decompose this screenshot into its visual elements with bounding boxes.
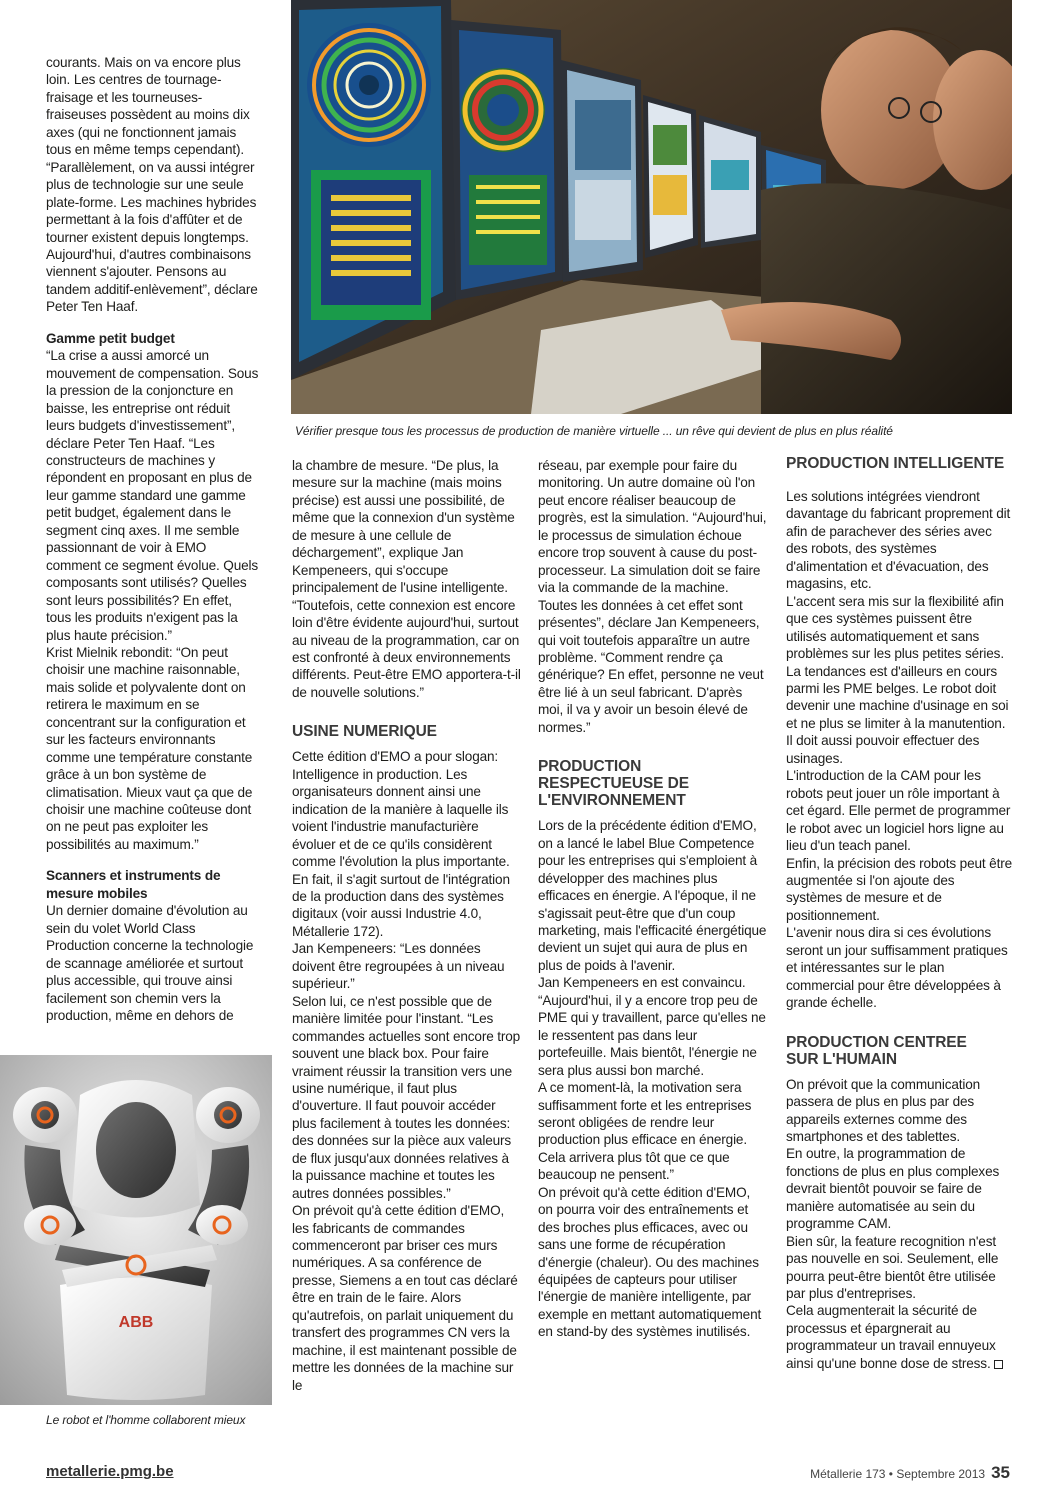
abb-robot-illustration — [0, 1055, 272, 1405]
section-heading-intelligente: PRODUCTION INTELLIGENTE — [786, 455, 1005, 472]
paragraph: Les solutions intégrées viendront davantage du fabricant proprement dit afin de parachever des séries avec des robots, des systèmes d'alimentation et d'évacuation, des magasins, etc. — [786, 489, 1011, 592]
paragraph: A ce moment-là, la motivation sera suffisamment forte et les entreprises seront obligées de rendre leur production plus efficace en énergie. Cela arrivera plus tôt que ce que beaucoup ne pensent.” — [538, 1080, 752, 1183]
end-of-article-icon — [994, 1360, 1003, 1369]
article-column-1 — [46, 54, 260, 1024]
paragraph: courants. Mais on va encore plus loin. Les centres de tournage-fraisage et les tourneuses-fraiseuses possèdent au moins dix axes (qui ne fonctionnent jamais tous en même temps cependant). “Parallèlement, on va aussi intégrer plus de technologie sur une seule plate-forme. Les machines hybrides permettant à la fois d'affûter et de tourner existent depuis longtemps. Aujourd'hui, d'autres combinaisons viennent s'ajouter. Pensons au tandem additif-enlèvement”, déclare Peter Ten Haaf. — [46, 55, 258, 315]
paragraph: L'avenir nous dira si ces évolutions seront un jour suffisamment pratiques et intéressantes sur le plan commercial pour être développées à grande échelle. — [786, 925, 1008, 1011]
robot-photo — [0, 1055, 272, 1405]
subheading-scanners: Scanners et instruments de mesure mobiles — [46, 868, 221, 901]
section-heading-environnement: PRODUCTION RESPECTUEUSE DE L'ENVIRONNEMENT — [538, 758, 689, 810]
paragraph: La tendances est d'ailleurs en cours parmi les PME belges. Le robot doit devenir une machine d'usinage en soi et ne plus se limiter à la manutention. Il doit aussi pouvoir effectuer des usinages. — [786, 663, 1009, 766]
paragraph: Lors de la précédente édition d'EMO, on a lancé le label Blue Competence pour les entreprises qui s'emploient à développer des machines plus efficaces en énergie. A l'époque, il ne s'agissait peut-être que d'un coup marketing, mais l'efficacité énergétique devient un sujet qui aura de plus en plus de poids à l'avenir. — [538, 818, 767, 973]
page-number: 35 — [991, 1463, 1010, 1482]
paragraph: L'accent sera mis sur la flexibilité afin que ces systèmes puissent être utilisés automatiquement et sans problèmes sur les plus petites séries. — [786, 593, 1004, 662]
paragraph: L'introduction de la CAM pour les robots peut jouer un rôle important à cet égard. Elle permet de programmer le robot avec un logiciel hors ligne au lieu d'un teach panel. — [786, 768, 1011, 854]
section-heading-usine: USINE NUMERIQUE — [292, 723, 437, 741]
paragraph: Enfin, la précision des robots peut être augmentée si l'on ajoute des systèmes de mesure et de positionnement. — [786, 855, 1012, 923]
website-link[interactable]: metallerie.pmg.be — [46, 1463, 174, 1480]
issue-label: Métallerie 173 • Septembre 2013 — [810, 1467, 986, 1481]
section-heading-humain: PRODUCTION CENTREE SUR L'HUMAIN — [786, 1033, 967, 1068]
paragraph: On prévoit que la communication passera de plus en plus par des appareils externes comme des smartphones et des tablettes. — [786, 1076, 981, 1144]
paragraph: Cette édition d'EMO a pour slogan: Intelligence in production. Les organisateurs donnent ainsi une indication de la manière à laquelle ils voient l'industrie manufacturière évoluer et de ce qu'ils considèrent comme l'évolution la plus importante. En fait, il s'agit surtout de l'intégration de la production dans des systèmes digitaux (voir aussi Industrie 4.0, Métallerie 172). — [292, 749, 510, 939]
photo-caption-robot: Le robot et l'homme collaborent mieux — [46, 1413, 246, 1427]
footer-issue-info — [810, 1463, 1010, 1483]
photo-caption-top: Vérifier presque tous les processus de production de manière virtuelle ... un rêve qui devient de plus en plus réalité — [295, 424, 893, 438]
article-column-3 — [538, 457, 768, 1341]
paragraph: réseau, par exemple pour faire du monitoring. Un autre domaine où l'on peut encore réaliser beaucoup de progrès, est la simulation. “Aujourd'hui, le processus de simulation échoue encore trop souvent à cause du post-processeur. La simulation doit se faire via la commande de la machine. Toutes les données à cet effet sont présentes”, déclare Jan Kempeneers, qui voit toutefois apparaître un autre problème. “Comment rendre ça générique? En effet, personne ne veut être lié à un seul fabricant. D'après moi, il va y avoir un besoin élevé de normes.” — [538, 458, 767, 735]
paragraph: On prévoit qu'à cette édition d'EMO, on pourra voir des entraînements et des broches plus efficaces, avec ou sans une forme de récupération d'énergie (chaleur). Ou des machines équipées de capteurs pour utiliser l'énergie de manière intelligente, par exemple en mettant automatiquement en stand-by des systèmes inutilisés. — [538, 1184, 762, 1340]
paragraph — [786, 1302, 1012, 1372]
paragraph: la chambre de mesure. “De plus, la mesure sur la machine (mais moins précise) est aussi une possibilité, de même que la connexion d'un système de mesure à une cellule de déchargement”, explique Jan Kempeneers, qui s'occupe principalement de l'usine intelligente. “Toutefois, cette connexion est encore loin d'être évidente aujourd'hui, surtout au niveau de la programmation, car on est confronté à deux environnements différents. Peut-être EMO apportera-t-il de nouvelle solutions.” — [292, 458, 521, 700]
article-column-4 — [786, 455, 1012, 1372]
paragraph: En outre, la programmation de fonctions de plus en plus complexes devrait bientôt pouvoir se faire de manière automatisée au sein du programme CAM. — [786, 1146, 1000, 1232]
subheading-gamme: Gamme petit budget — [46, 330, 175, 346]
paragraph: Bien sûr, la feature recognition n'est pas nouvelle en soi. Seulement, elle pourra peut-être bientôt être utilisée par plus d'entreprises. — [786, 1233, 999, 1302]
paragraph: Un dernier domaine d'évolution au sein du volet World Class Production concerne la technologie de scannage améliorée et surtout plus accessible, qui trouve ainsi facilement son chemin vers la production, même en dehors de — [46, 903, 254, 1024]
paragraph-text: Cela augmenterait la sécurité de processus et épargnerait au programmateur un travail ennuyeux ainsi qu'une bonne dose de stress. — [786, 1303, 996, 1371]
paragraph: On prévoit qu'à cette édition d'EMO, les fabricants de commandes commenceront par briser ces murs numériques. A sa conférence de presse, Siemens a en tout cas déclaré être en train de le faire. Alors qu'autrefois, on parlait uniquement du transfert des programmes CN vers la machine, il est maintenant possible de mettre les données de la machine sur le — [292, 1203, 518, 1393]
paragraph: Jan Kempeneers: “Les données doivent être regroupées à un niveau supérieur.” — [292, 941, 505, 992]
article-column-2 — [292, 457, 522, 1394]
paragraph: Selon lui, ce n'est possible que de manière limitée pour l'instant. “Les commandes actuelles sont encore trop souvent une black box. Pour faire vraiment réussir la transition vers une usine numérique, il faut plus d'ouverture. Il faut pouvoir accéder plus facilement à toutes les données: des données sur la pièce aux valeurs de flux jusqu'aux données relatives à la puissance machine et toutes les autres données possibles.” — [292, 993, 521, 1201]
control-room-photo — [291, 0, 1012, 414]
paragraph: Jan Kempeneers en est convaincu. “Aujourd'hui, il y a encore trop peu de PME qui y travaillent, parce qu'elles ne le ressentent pas dans leur portefeuille. Mais bientôt, l'énergie ne sera plus aussi bon marché. — [538, 975, 766, 1078]
paragraph: Krist Mielnik rebondit: “On peut choisir une machine raisonnable, mais solide et polyvalente dont on retirera le maximum en se concentrant sur la configuration et sur les facteurs environnants comme une température constante grâce à un bon système de climatisation. Mieux vaut ça que de choisir une machine coûteuse dont on ne peut pas exploiter les possibilités au maximum.” — [46, 644, 253, 852]
abb-logo: ABB — [118, 1314, 154, 1331]
control-room-illustration — [291, 0, 1012, 414]
paragraph: “La crise a aussi amorcé un mouvement de compensation. Sous la pression de la conjoncture en baisse, les entreprise ont réduit leurs budgets d'investissement”, déclare Peter Ten Haaf. “Les constructeurs de machines y répondent en proposant en plus de leur gamme standard une gamme petit budget, également dans le segment cinq axes. Il me semble passionnant de voir à EMO comment ce segment évolue. Quels composants sont utilisés? Quelles sont leurs possibilités? En effet, tous les produits n'exigent pas la plus haute précision.” — [46, 348, 259, 643]
